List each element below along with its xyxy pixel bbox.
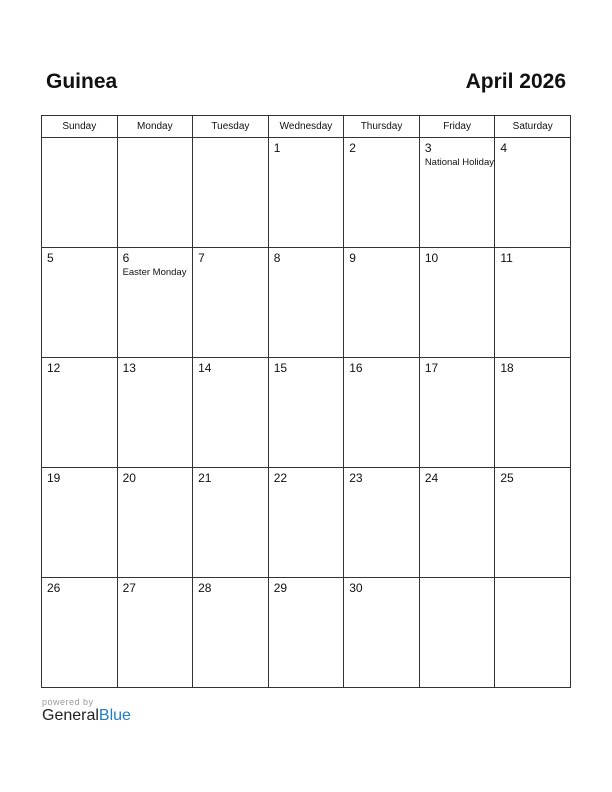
day-cell[interactable]: [268, 358, 344, 468]
generalblue-logo[interactable]: [42, 707, 131, 725]
day-cell: [495, 578, 571, 688]
day-number: 24: [424, 471, 439, 485]
day-cell[interactable]: [495, 468, 571, 578]
week-row: [42, 248, 571, 358]
day-cell[interactable]: [344, 358, 420, 468]
brand-blue-text: Blue: [98, 707, 131, 724]
calendar-header: [46, 70, 566, 100]
weekday-tuesday: Tuesday: [193, 116, 269, 138]
day-number: 20: [122, 471, 136, 485]
day-number: 8: [273, 251, 281, 265]
powered-by-text: powered by: [42, 697, 94, 707]
day-cell[interactable]: [344, 248, 420, 358]
day-number: 5: [47, 251, 54, 265]
brand-general-text: General: [42, 707, 99, 724]
day-number: 25: [500, 471, 514, 485]
day-cell[interactable]: [117, 468, 193, 578]
calendar-grid: [41, 115, 571, 688]
day-number: 10: [424, 251, 439, 265]
day-cell[interactable]: [495, 138, 571, 248]
day-number: 18: [500, 361, 514, 375]
day-number: 14: [198, 361, 212, 375]
day-cell[interactable]: [193, 578, 269, 688]
day-cell[interactable]: [419, 138, 495, 248]
day-cell: [193, 138, 269, 248]
day-number: 15: [273, 361, 288, 375]
week-row: [42, 578, 571, 688]
day-cell: [117, 138, 193, 248]
weekday-sunday: Sunday: [42, 116, 118, 138]
holiday-label: National Holiday: [424, 157, 494, 168]
day-number: 1: [273, 141, 281, 155]
day-cell[interactable]: [268, 468, 344, 578]
day-number: 29: [273, 581, 288, 595]
week-row: [42, 358, 571, 468]
day-number: 4: [500, 141, 508, 155]
day-cell[interactable]: [42, 468, 118, 578]
day-number: 19: [47, 471, 61, 485]
country-title: Guinea: [46, 70, 118, 93]
day-number: 9: [349, 251, 356, 265]
day-cell[interactable]: [193, 358, 269, 468]
day-number: 30: [349, 581, 363, 595]
footer: [42, 697, 131, 725]
day-cell: [42, 138, 118, 248]
day-cell[interactable]: [193, 468, 269, 578]
day-number: 21: [198, 471, 212, 485]
day-cell[interactable]: [419, 248, 495, 358]
day-number: 12: [47, 361, 61, 375]
day-number: 27: [122, 581, 136, 595]
day-cell[interactable]: [268, 248, 344, 358]
weekday-saturday: Saturday: [495, 116, 571, 138]
day-cell[interactable]: [344, 578, 420, 688]
day-cell[interactable]: [344, 468, 420, 578]
weekday-wednesday: Wednesday: [268, 116, 344, 138]
day-number: 13: [122, 361, 136, 375]
weekday-monday: Monday: [117, 116, 193, 138]
day-cell[interactable]: [268, 578, 344, 688]
day-cell[interactable]: [42, 578, 118, 688]
day-number: 16: [349, 361, 363, 375]
day-cell[interactable]: [117, 248, 193, 358]
weekday-friday: Friday: [419, 116, 495, 138]
day-cell[interactable]: [495, 248, 571, 358]
day-cell[interactable]: [419, 358, 495, 468]
day-number: 17: [424, 361, 439, 375]
day-cell[interactable]: [495, 358, 571, 468]
day-cell[interactable]: [42, 248, 118, 358]
day-cell[interactable]: [419, 468, 495, 578]
day-number: 28: [198, 581, 212, 595]
day-cell[interactable]: [268, 138, 344, 248]
day-cell[interactable]: [117, 578, 193, 688]
weekday-header-row: [42, 116, 571, 138]
day-cell[interactable]: [193, 248, 269, 358]
day-number: 3: [424, 141, 432, 155]
day-cell[interactable]: [117, 358, 193, 468]
weekday-thursday: Thursday: [344, 116, 420, 138]
day-number: 7: [198, 251, 205, 265]
day-number: 22: [273, 471, 288, 485]
month-title: April 2026: [465, 70, 566, 93]
day-number: 23: [349, 471, 363, 485]
holiday-label: Easter Monday: [122, 267, 187, 278]
day-cell[interactable]: [42, 358, 118, 468]
week-row: [42, 468, 571, 578]
day-number: 11: [500, 251, 513, 265]
day-number: 2: [349, 141, 356, 155]
week-row: [42, 138, 571, 248]
day-cell: [419, 578, 495, 688]
day-cell[interactable]: [344, 138, 420, 248]
day-number: 6: [122, 251, 130, 265]
day-number: 26: [47, 581, 61, 595]
